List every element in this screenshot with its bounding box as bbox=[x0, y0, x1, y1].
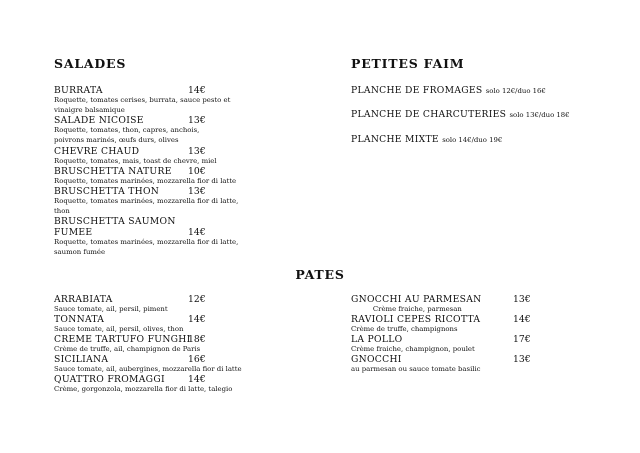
menu-item bbox=[54, 146, 254, 166]
item-name: GNOCCHI AU PARMESAN bbox=[351, 294, 482, 305]
menu-item bbox=[54, 334, 284, 354]
item-desc: Sauce tomate, ail, aubergines, mozzarella fior di latte bbox=[54, 365, 242, 373]
menu-item bbox=[54, 85, 254, 115]
item-price: 13€ bbox=[188, 186, 206, 197]
item-name: ARRABIATA bbox=[54, 294, 113, 305]
item-price: solo 14€/duo 19€ bbox=[442, 136, 503, 144]
item-name: TONNATA bbox=[54, 314, 105, 325]
item-name: SALADE NICOISE bbox=[54, 115, 144, 126]
item-desc: Roquette, tomates, thon, capres, anchois, poivrons marinés, œufs durs, olives bbox=[54, 126, 200, 144]
item-price: solo 13€/duo 18€ bbox=[509, 111, 570, 119]
menu-item bbox=[54, 186, 254, 216]
menu-item bbox=[351, 109, 611, 121]
menu-item bbox=[54, 314, 284, 334]
item-desc: Sauce tomate, ail, persil, olives, thon bbox=[54, 325, 184, 333]
menu-item bbox=[351, 354, 591, 374]
item-desc: Roquette, tomates marinées, mozzarella fior di latte bbox=[54, 177, 237, 185]
item-price: 14€ bbox=[188, 314, 206, 325]
item-price: solo 12€/duo 16€ bbox=[485, 87, 546, 95]
item-name: PLANCHE DE FROMAGES bbox=[351, 85, 483, 96]
item-price: 13€ bbox=[513, 294, 531, 305]
pates-title: PATES bbox=[295, 267, 345, 282]
menu-item bbox=[54, 294, 284, 314]
item-name: BRUSCHETTA THON bbox=[54, 186, 160, 197]
item-name: CHEVRE CHAUD bbox=[54, 146, 140, 157]
item-name: BRUSCHETTA SAUMON FUMEE bbox=[54, 216, 176, 238]
menu-item bbox=[54, 354, 284, 374]
item-desc: Sauce tomate, ail, persil, piment bbox=[54, 305, 168, 313]
item-name: SICILIANA bbox=[54, 354, 109, 365]
item-name: QUATTRO FROMAGGI bbox=[54, 374, 165, 385]
menu-item bbox=[351, 134, 611, 146]
menu-item bbox=[54, 115, 254, 146]
menu-item bbox=[351, 334, 591, 354]
item-name: RAVIOLI CEPES RICOTTA bbox=[351, 314, 481, 325]
item-desc: Roquette, tomates marinées, mozzarella fior di latte, saumon fumée bbox=[54, 238, 239, 256]
pates-left-column bbox=[54, 294, 284, 394]
salades-section bbox=[54, 56, 254, 260]
item-desc: Crème fraiche, parmesan bbox=[351, 305, 462, 313]
item-name: BRUSCHETTA NATURE bbox=[54, 166, 172, 177]
item-desc: Crème de truffe, champignons bbox=[351, 325, 458, 333]
item-price: 13€ bbox=[188, 146, 206, 157]
item-price: 13€ bbox=[513, 354, 531, 365]
salades-title: SALADES bbox=[54, 56, 127, 71]
item-name: BURRATA bbox=[54, 85, 103, 96]
item-price: 14€ bbox=[188, 227, 206, 238]
item-price: 10€ bbox=[188, 166, 206, 177]
item-price: 17€ bbox=[513, 334, 531, 345]
item-price: 14€ bbox=[513, 314, 531, 325]
item-price: 13€ bbox=[188, 115, 206, 126]
menu-item bbox=[351, 314, 591, 334]
menu-item bbox=[54, 374, 284, 394]
menu-item bbox=[351, 294, 591, 314]
item-desc: Crème fraiche, champignon, poulet bbox=[351, 345, 475, 353]
item-price: 12€ bbox=[188, 294, 206, 305]
item-price: 14€ bbox=[188, 85, 206, 96]
item-desc: Crème, gorgonzola, mozzarella fior di latte, talegio bbox=[54, 385, 233, 393]
item-desc: Roquette, tomates cerises, burrata, sauce pesto et vinaigre balsamique bbox=[54, 96, 231, 114]
pates-header bbox=[0, 267, 640, 282]
item-name: LA POLLO bbox=[351, 334, 403, 345]
menu-item bbox=[54, 166, 254, 186]
petites-faim-title: PETITES FAIM bbox=[351, 56, 465, 71]
menu-item bbox=[351, 85, 611, 97]
item-price: 14€ bbox=[188, 374, 206, 385]
item-name: PLANCHE MIXTE bbox=[351, 134, 439, 145]
item-name: GNOCCHI bbox=[351, 354, 402, 365]
item-name: PLANCHE DE CHARCUTERIES bbox=[351, 109, 507, 120]
item-desc: au parmesan ou sauce tomate basilic bbox=[351, 365, 481, 373]
item-desc: Roquette, tomates, mais, toast de chevre, miel bbox=[54, 157, 217, 165]
item-name: CREME TARTUFO FUNGHI bbox=[54, 334, 191, 345]
pates-right-column bbox=[351, 294, 591, 374]
item-desc: Crème de truffe, ail, champignon de Paris bbox=[54, 345, 201, 353]
petites-faim-section bbox=[351, 56, 611, 158]
item-desc: Roquette, tomates marinées, mozzarella fior di latte, thon bbox=[54, 197, 239, 215]
menu-item bbox=[54, 216, 254, 260]
item-price: 18€ bbox=[188, 334, 206, 345]
item-price: 16€ bbox=[188, 354, 206, 365]
